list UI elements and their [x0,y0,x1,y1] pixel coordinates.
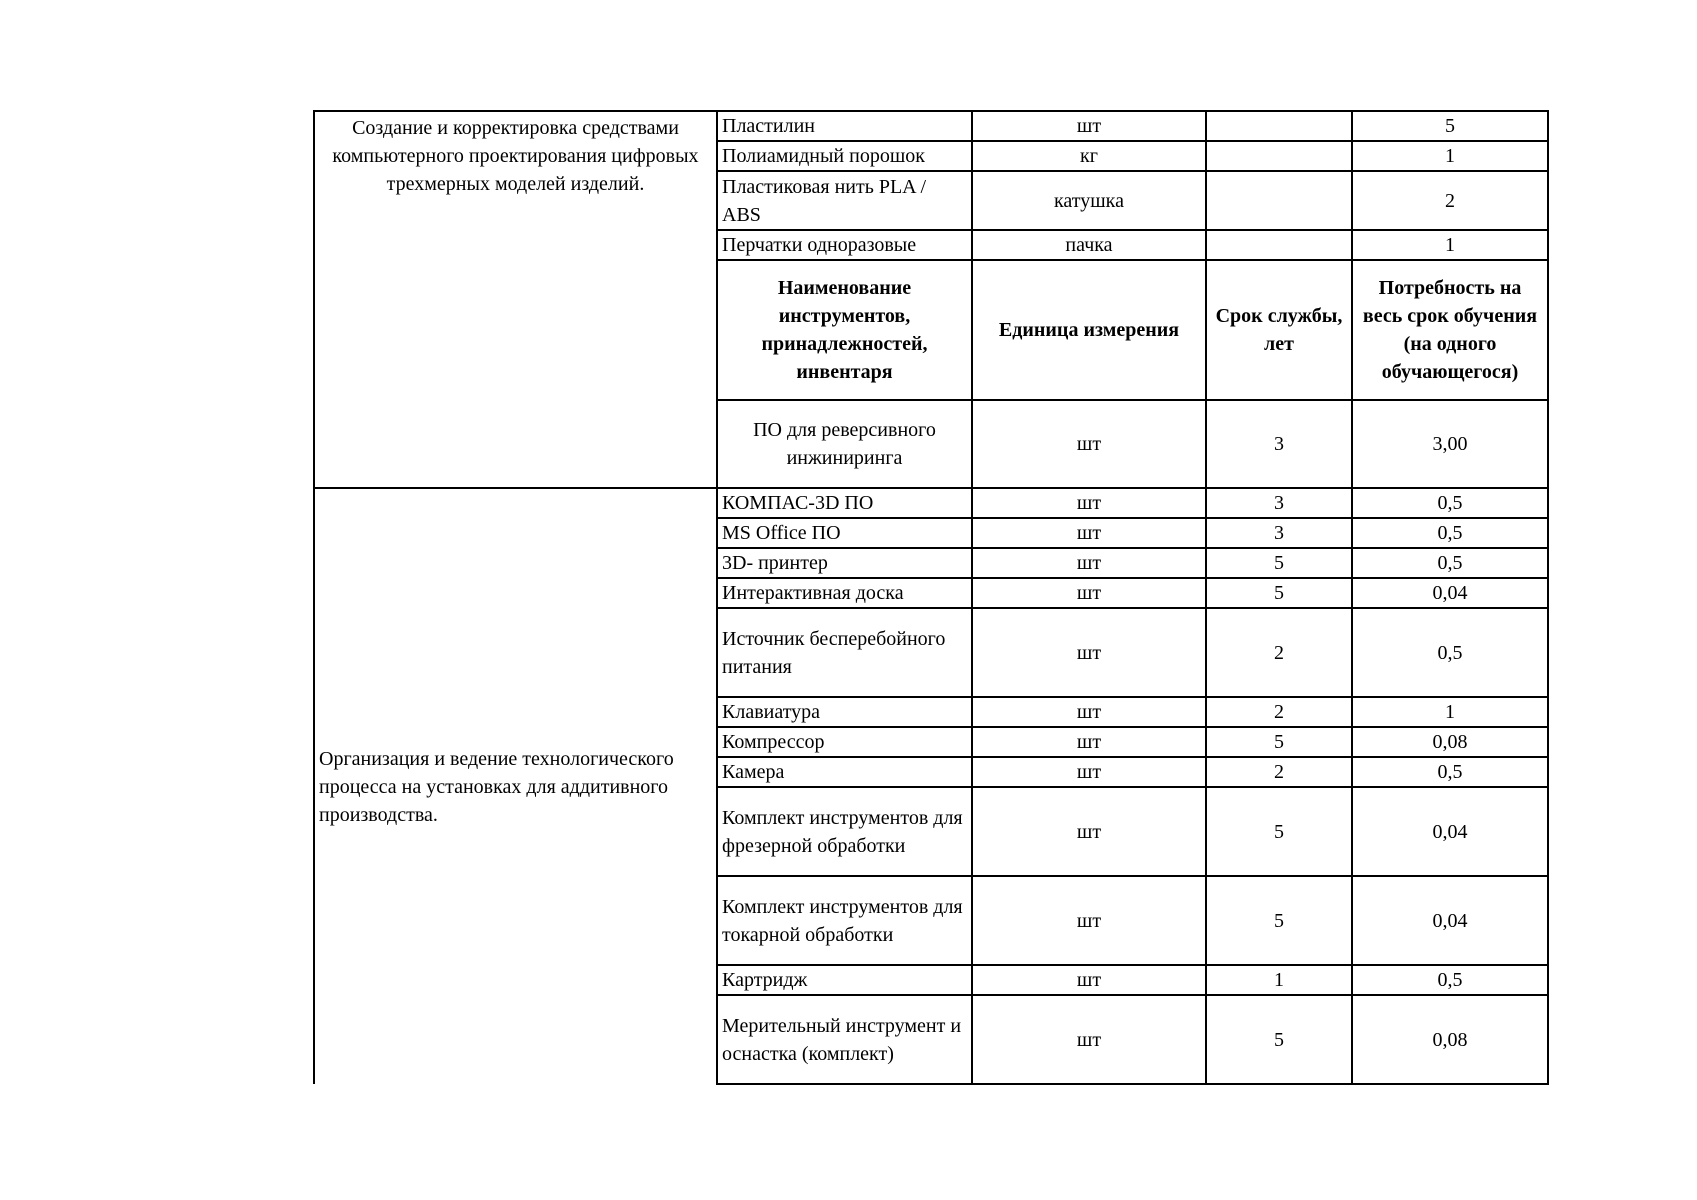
item-name: Источник бесперебойного питания [717,608,972,697]
item-need: 1 [1352,141,1548,171]
item-name: ПО для реверсивного инжиниринга [717,400,972,488]
item-unit: шт [972,400,1206,488]
item-need: 0,04 [1352,787,1548,876]
item-name: MS Office ПО [717,518,972,548]
item-name: КОМПАС-3D ПО [717,488,972,518]
item-name: Перчатки одноразовые [717,230,972,260]
item-service-life: 5 [1206,548,1352,578]
item-need: 0,08 [1352,995,1548,1084]
item-service-life: 5 [1206,787,1352,876]
item-need: 0,5 [1352,608,1548,697]
header-service-life: Срок службы, лет [1206,260,1352,400]
item-service-life: 2 [1206,608,1352,697]
section-title: Организация и ведение технологического процесса на установках для аддитивного производства. [314,488,717,1084]
item-name: Картридж [717,965,972,995]
item-service-life: 2 [1206,757,1352,787]
item-name: Компрессор [717,727,972,757]
item-service-life [1206,230,1352,260]
item-service-life: 2 [1206,697,1352,727]
item-need: 0,04 [1352,578,1548,608]
item-unit: шт [972,518,1206,548]
item-name: Клавиатура [717,697,972,727]
item-name: Мерительный инструмент и оснастка (комплект) [717,995,972,1084]
item-need: 0,5 [1352,488,1548,518]
item-need: 0,08 [1352,727,1548,757]
header-unit: Единица измерения [972,260,1206,400]
header-name: Наименование инструментов, принадлежностей, инвентаря [717,260,972,400]
item-unit: шт [972,876,1206,965]
item-need: 1 [1352,230,1548,260]
item-need: 2 [1352,171,1548,230]
item-unit: шт [972,697,1206,727]
item-need: 0,5 [1352,518,1548,548]
item-name: Интерактивная доска [717,578,972,608]
item-service-life: 3 [1206,400,1352,488]
item-service-life: 5 [1206,727,1352,757]
item-name: 3D- принтер [717,548,972,578]
item-unit: кг [972,141,1206,171]
item-service-life [1206,141,1352,171]
item-need: 0,04 [1352,876,1548,965]
item-name: Камера [717,757,972,787]
item-service-life: 5 [1206,876,1352,965]
item-unit: шт [972,727,1206,757]
item-name: Комплект инструментов для токарной обработки [717,876,972,965]
item-service-life: 3 [1206,488,1352,518]
item-service-life: 1 [1206,965,1352,995]
item-unit: шт [972,965,1206,995]
item-unit: шт [972,488,1206,518]
item-name: Комплект инструментов для фрезерной обработки [717,787,972,876]
item-unit: шт [972,608,1206,697]
table-row [314,488,1548,518]
item-need: 0,5 [1352,548,1548,578]
item-name: Пластиковая нить PLA / ABS [717,171,972,230]
header-need: Потребность на весь срок обучения (на одного обучающегося) [1352,260,1548,400]
item-unit: пачка [972,230,1206,260]
item-unit: шт [972,995,1206,1084]
item-name: Полиамидный порошок [717,141,972,171]
item-name: Пластилин [717,111,972,141]
item-unit: шт [972,111,1206,141]
item-need: 0,5 [1352,965,1548,995]
item-service-life: 5 [1206,995,1352,1084]
item-unit: шт [972,578,1206,608]
table-row [314,111,1548,141]
item-need: 1 [1352,697,1548,727]
item-service-life [1206,171,1352,230]
table-body [314,111,1548,1084]
item-service-life: 3 [1206,518,1352,548]
item-unit: шт [972,787,1206,876]
item-unit: шт [972,757,1206,787]
item-need: 5 [1352,111,1548,141]
item-service-life: 5 [1206,578,1352,608]
item-service-life [1206,111,1352,141]
equipment-table [313,110,1549,1085]
item-unit: шт [972,548,1206,578]
item-need: 0,5 [1352,757,1548,787]
item-unit: катушка [972,171,1206,230]
section-title: Создание и корректировка средствами компьютерного проектирования цифровых трехмерных моделей изделий. [314,111,717,488]
item-need: 3,00 [1352,400,1548,488]
